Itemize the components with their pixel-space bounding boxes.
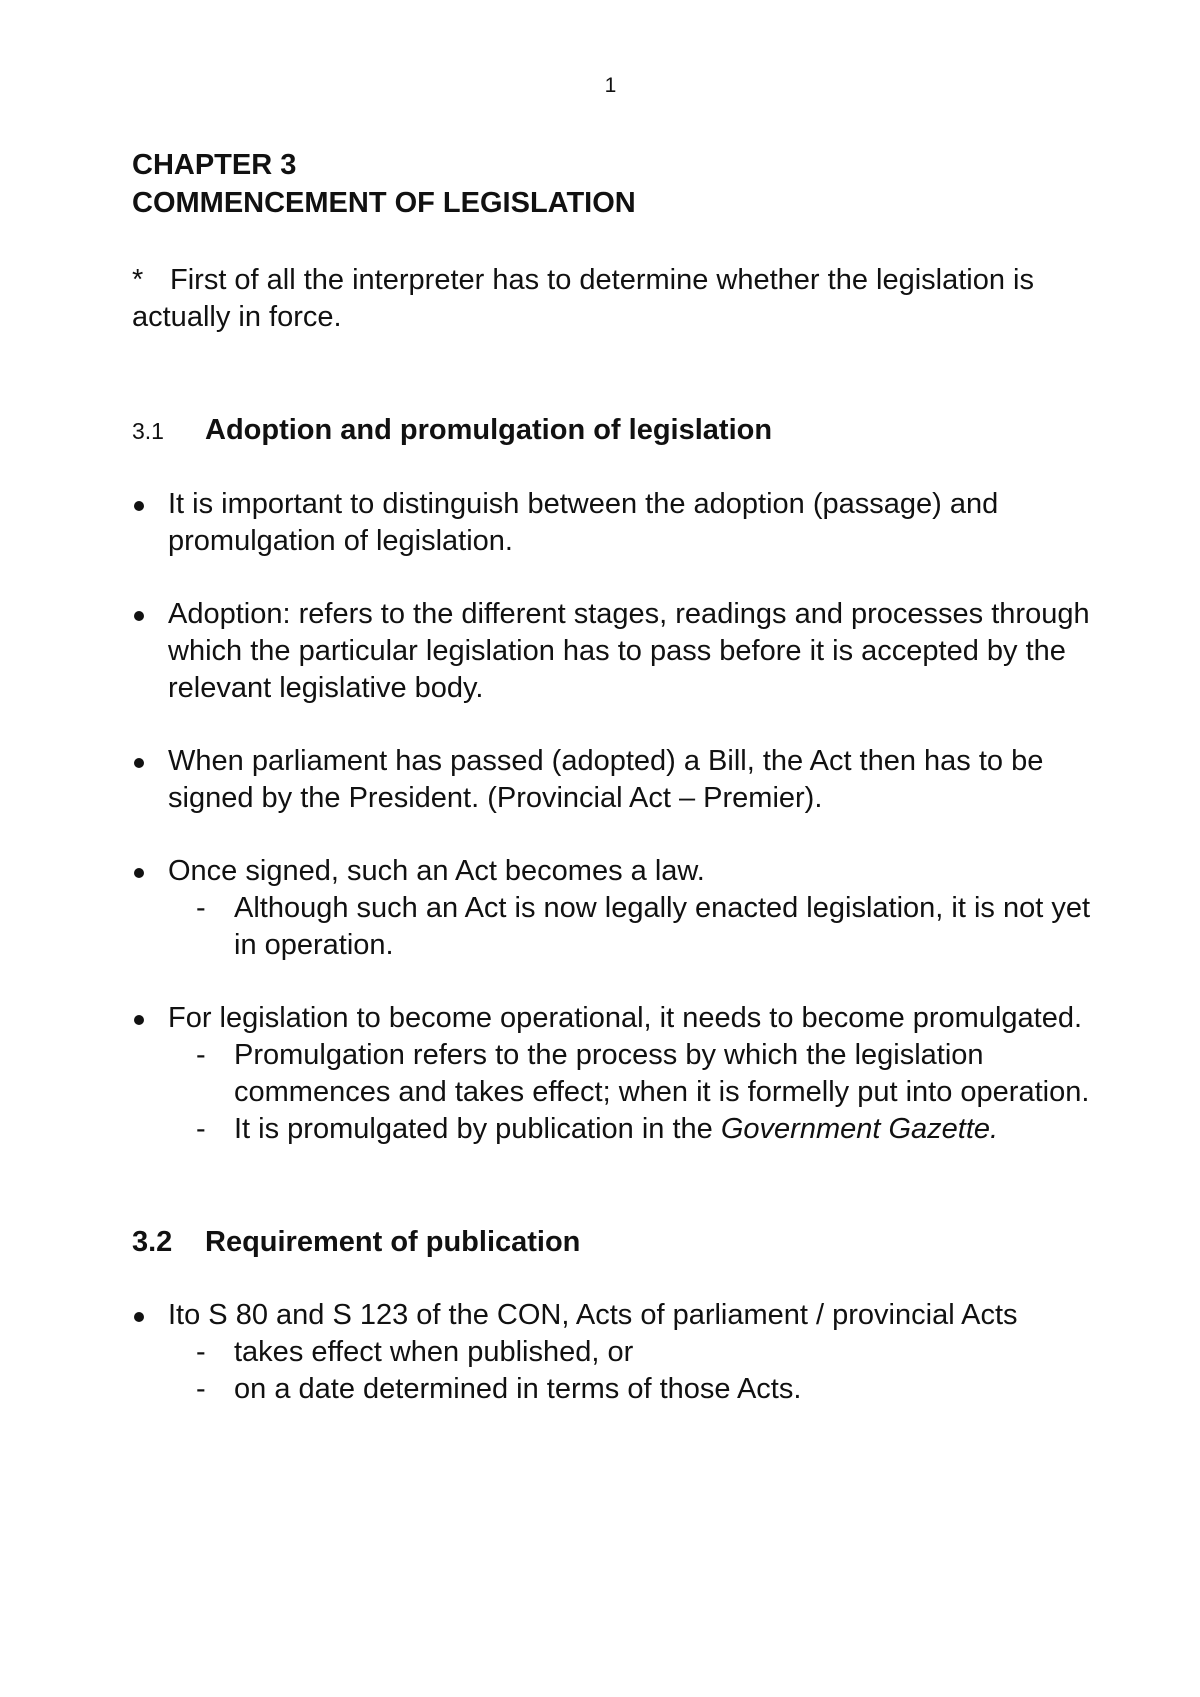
list-item <box>132 1000 1092 1037</box>
gazette-title: Government Gazette. <box>720 1113 999 1145</box>
section-heading-3-2 <box>132 1224 1092 1261</box>
dash-marker: - <box>196 1373 206 1405</box>
section-number: 3.1 <box>132 418 164 444</box>
list-item <box>132 853 1092 890</box>
list-item <box>132 1297 1092 1334</box>
sub-item <box>132 1037 1092 1111</box>
bullet-icon <box>134 868 144 878</box>
sub-item <box>132 1371 1092 1408</box>
chapter-title: COMMENCEMENT OF LEGISLATION <box>132 187 636 219</box>
intro-marker: * <box>132 264 144 296</box>
section-heading-3-1 <box>132 412 1092 450</box>
bullet-text: For legislation to become operational, it needs to become promulgated. <box>168 1002 1083 1034</box>
sub-item-text: It is promulgated by publication in the <box>234 1113 721 1145</box>
dash-marker: - <box>196 1336 206 1368</box>
bullet-icon <box>134 1312 144 1322</box>
sub-item <box>132 1111 1092 1148</box>
bullet-text: Ito S 80 and S 123 of the CON, Acts of parliament / provincial Acts <box>168 1299 1018 1331</box>
list-item <box>132 486 1092 560</box>
dash-marker: - <box>196 1039 206 1071</box>
bullet-text: When parliament has passed (adopted) a Bill, the Act then has to be signed by the President. (Provincial Act – Premier). <box>168 745 1044 814</box>
bullet-text: Adoption: refers to the different stages, readings and processes through which the particular legislation has to pass before it is accepted by the relevant legislative body. <box>168 598 1090 704</box>
chapter-number: CHAPTER 3 <box>132 149 297 181</box>
section-title: Adoption and promulgation of legislation <box>205 414 773 446</box>
bullet-text: It is important to distinguish between the adoption (passage) and promulgation of legislation. <box>168 488 999 557</box>
sub-item <box>132 1334 1092 1371</box>
sub-item <box>132 890 1092 964</box>
bullet-icon <box>134 501 144 511</box>
intro-paragraph <box>132 262 1092 336</box>
sub-item-text: on a date determined in terms of those Acts. <box>234 1373 802 1405</box>
list-item <box>132 596 1092 707</box>
dash-marker: - <box>196 892 206 924</box>
bullet-icon <box>134 758 144 768</box>
page-content <box>132 146 1092 1408</box>
bullet-icon <box>134 611 144 621</box>
section-number: 3.2 <box>132 1226 173 1258</box>
page-number: 1 <box>604 74 617 97</box>
section-title: Requirement of publication <box>205 1226 581 1258</box>
sub-item-text: Although such an Act is now legally enacted legislation, it is not yet in operation. <box>234 892 1091 961</box>
list-item <box>132 743 1092 817</box>
intro-text: First of all the interpreter has to determine whether the legislation is actually in force. <box>132 264 1034 333</box>
bullet-text: Once signed, such an Act becomes a law. <box>168 855 705 887</box>
sub-item-text: Promulgation refers to the process by which the legislation commences and takes effect; when it is formelly put into operation. <box>234 1039 1090 1108</box>
dash-marker: - <box>196 1113 206 1145</box>
sub-item-text: takes effect when published, or <box>234 1336 634 1368</box>
bullet-icon <box>134 1015 144 1025</box>
